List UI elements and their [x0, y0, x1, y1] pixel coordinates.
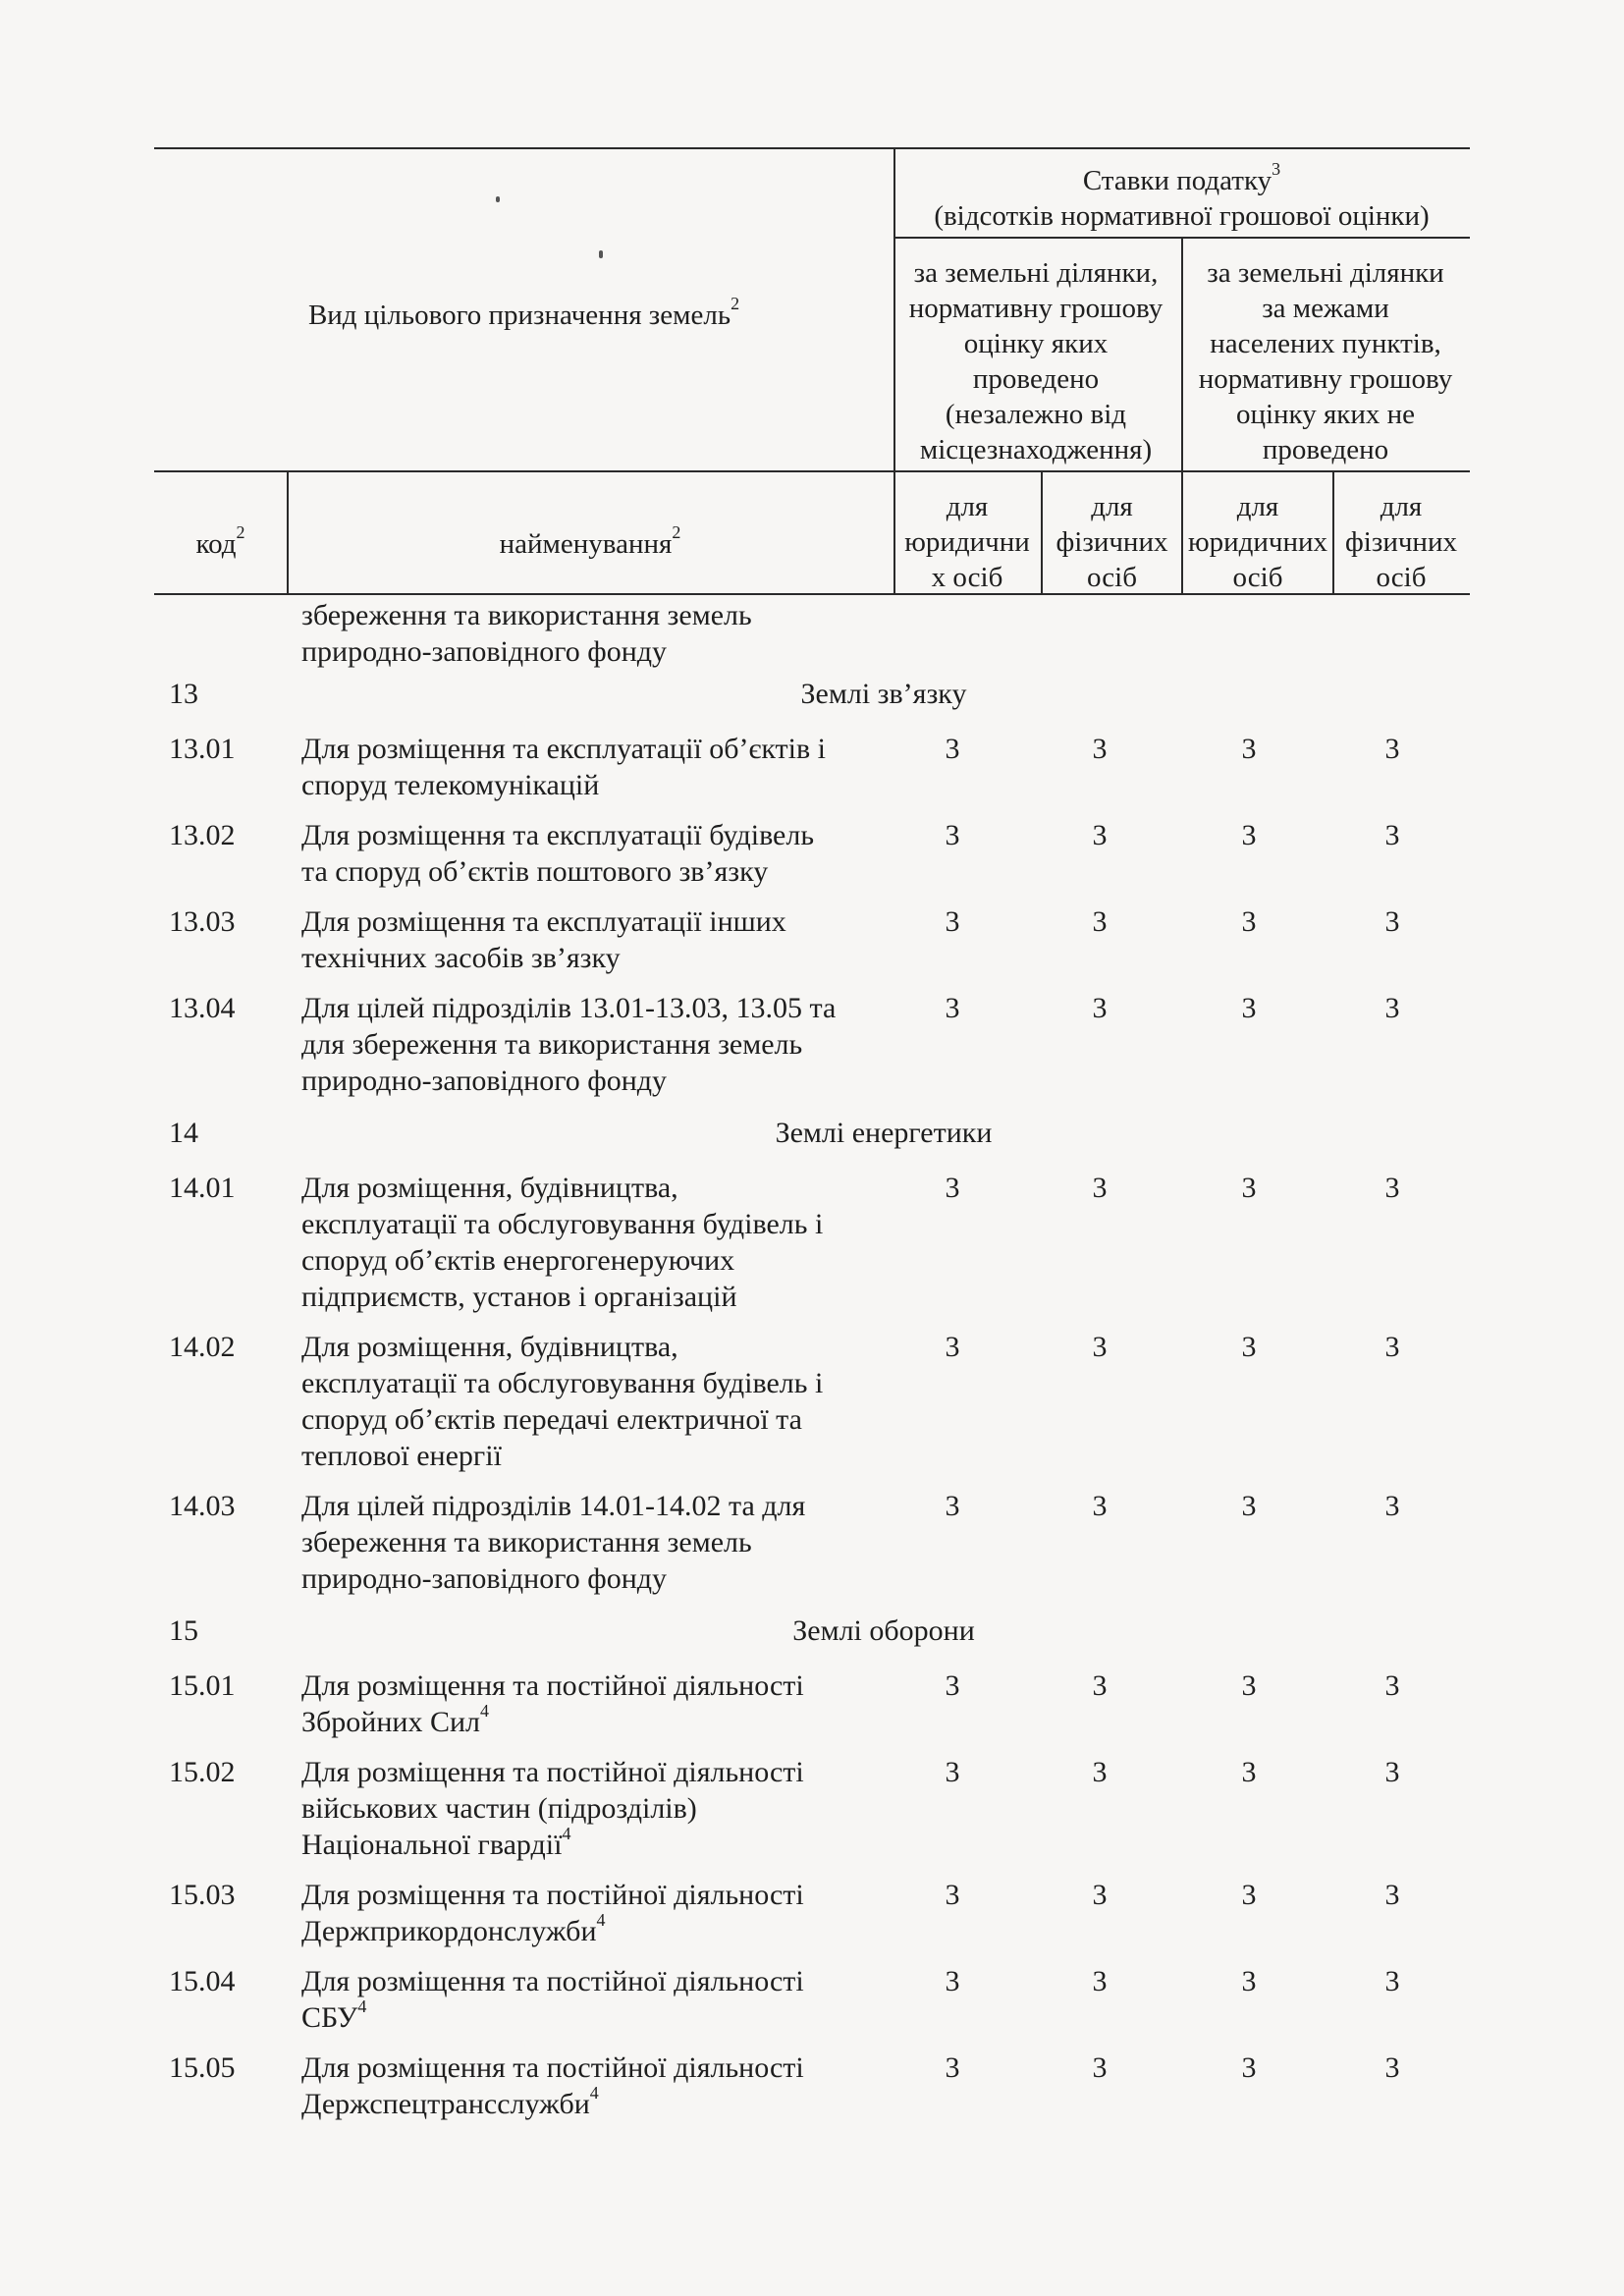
rate-value: 3 [945, 819, 960, 851]
rate-value: 3 [945, 1756, 960, 1788]
sub-natural-a-line: фізичних [1056, 526, 1168, 558]
sub-legal-a [890, 489, 1045, 595]
sub-legal-b-line: для [1236, 491, 1279, 522]
rates-label: Ставки податку [1082, 165, 1272, 196]
rate-value: 3 [1241, 992, 1257, 1024]
row-name-text: Для розміщення, будівництва, [301, 1331, 678, 1363]
row-name [301, 1170, 910, 1315]
row-name-text: для збереження та використання земель [301, 1028, 803, 1061]
row-name-text: Для розміщення та експлуатації об’єктів і [301, 733, 826, 765]
sub-legal-b-line: юридичних [1187, 526, 1328, 558]
col-b-header-line: за земельні ділянки [1207, 257, 1444, 289]
rate-value: 3 [945, 1490, 960, 1522]
col-a-header-line: за земельні ділянки, [913, 257, 1159, 289]
vyd-header [154, 294, 893, 333]
rate-value: 3 [1092, 1669, 1108, 1702]
col-b-header-line: населених пунктів, [1210, 328, 1441, 359]
row-name-line [301, 817, 910, 853]
footnote-sup: 4 [357, 1996, 367, 2016]
row-code: 14.02 [169, 1331, 236, 1363]
header-mid-rule [154, 470, 1470, 472]
rates-sup: 3 [1272, 159, 1281, 180]
row-code: 15.02 [169, 1756, 236, 1788]
rate-value: 3 [1241, 733, 1257, 765]
row-name-text: споруд об’єктів передачі електричної та [301, 1403, 802, 1436]
sub-legal-a-line: х осіб [931, 562, 1003, 593]
row-name-line [301, 1365, 910, 1401]
group-title: Землі енергетики [775, 1117, 993, 1149]
scan-speck [599, 250, 603, 258]
row-name-line [301, 1790, 910, 1827]
rate-value: 3 [1384, 2051, 1400, 2084]
sub-natural-b [1332, 489, 1470, 595]
row-name [301, 1488, 910, 1597]
sub-natural-a-line: осіб [1087, 562, 1137, 593]
col-a-header-line: оцінку яких [963, 328, 1109, 359]
name-header [287, 522, 893, 562]
rate-value: 3 [1241, 1965, 1257, 1997]
col-a-header-line: місцезнаходження) [919, 434, 1153, 465]
row-name [301, 2050, 910, 2122]
continuation-text [301, 597, 910, 670]
row-name-text: Для розміщення та експлуатації будівель [301, 819, 815, 851]
rate-value: 3 [945, 1669, 960, 1702]
row-name-text: Для розміщення та постійної діяльності [301, 2051, 804, 2084]
rate-value: 3 [945, 1172, 960, 1204]
group-code: 15 [169, 1614, 198, 1647]
sub-legal-b-line: осіб [1232, 562, 1283, 593]
group-code: 13 [169, 678, 198, 710]
row-name-line [301, 2050, 910, 2086]
row-name [301, 903, 910, 976]
row-name-line [301, 1996, 910, 2036]
row-name-text: споруд об’єктів енергогенеруючих [301, 1244, 735, 1277]
rate-value: 3 [1384, 733, 1400, 765]
sub-natural-a [1041, 489, 1183, 595]
row-name-line [301, 1170, 910, 1206]
row-name-line [301, 1754, 910, 1790]
rate-value: 3 [1384, 1756, 1400, 1788]
row-name-line [301, 1524, 910, 1560]
row-name-line [301, 1242, 910, 1279]
sub-legal-b [1181, 489, 1334, 595]
row-name-line [301, 1824, 910, 1863]
row-name-text: природно-заповідного фонду [301, 1065, 668, 1097]
rate-value: 3 [1092, 1965, 1108, 1997]
code-header [154, 522, 287, 562]
row-name [301, 817, 910, 890]
rate-value: 3 [945, 905, 960, 938]
row-code: 13.01 [169, 733, 236, 765]
rate-value: 3 [1384, 1490, 1400, 1522]
rate-value: 3 [1092, 1331, 1108, 1363]
rate-value: 3 [1384, 1879, 1400, 1911]
rate-value: 3 [1092, 1172, 1108, 1204]
row-name-line [301, 1401, 910, 1438]
col-a-header [889, 255, 1183, 467]
footnote-sup: 4 [596, 1910, 606, 1930]
row-name-line [301, 767, 910, 803]
rate-value: 3 [1241, 1490, 1257, 1522]
rate-value: 3 [945, 992, 960, 1024]
row-name-line [301, 1063, 910, 1099]
rate-value: 3 [945, 2051, 960, 2084]
col-a-header-line: (незалежно від [945, 399, 1127, 430]
row-name-text: Для розміщення, будівництва, [301, 1172, 678, 1204]
row-name-line [301, 1910, 910, 1949]
row-name-line [301, 1877, 910, 1913]
row-name-line [301, 1329, 910, 1365]
row-code: 15.04 [169, 1965, 236, 1997]
rate-value: 3 [1384, 1965, 1400, 1997]
rate-value: 3 [1384, 1331, 1400, 1363]
row-name-line [301, 990, 910, 1026]
rates-subtitle: (відсотків нормативної грошової оцінки) [934, 200, 1430, 232]
row-name-text: Держприкордонслужби [301, 1915, 597, 1947]
vyd-sup: 2 [731, 294, 740, 314]
row-name-text: експлуатації та обслуговування будівель і [301, 1208, 824, 1240]
row-name-line [301, 903, 910, 940]
row-name-line [301, 940, 910, 976]
row-name-text: Для розміщення та постійної діяльності [301, 1879, 804, 1911]
rate-value: 3 [1092, 992, 1108, 1024]
row-name [301, 990, 910, 1099]
row-name-text: Національної гвардії [301, 1829, 563, 1861]
row-name-text: військових частин (підрозділів) [301, 1792, 697, 1825]
row-name [301, 1877, 910, 1949]
row-name-line [301, 2083, 910, 2122]
row-name-text: Для розміщення та постійної діяльності [301, 1669, 804, 1702]
row-name-text: технічних засобів зв’язку [301, 942, 621, 974]
row-code: 13.02 [169, 819, 236, 851]
row-name-text: Для цілей підрозділів 14.01-14.02 та для [301, 1490, 806, 1522]
col-b-header-line: нормативну грошову [1198, 363, 1453, 395]
col-a-header-line: нормативну грошову [908, 293, 1164, 324]
rate-value: 3 [1241, 2051, 1257, 2084]
col-b-header [1178, 255, 1473, 467]
row-code: 15.03 [169, 1879, 236, 1911]
rate-value: 3 [1241, 1172, 1257, 1204]
row-name-text: Для цілей підрозділів 13.01-13.03, 13.05 та [301, 992, 837, 1024]
row-name-line [301, 1279, 910, 1315]
rate-value: 3 [1384, 1669, 1400, 1702]
sub-natural-b-line: осіб [1376, 562, 1427, 593]
rate-value: 3 [945, 1331, 960, 1363]
rate-value: 3 [1092, 1879, 1108, 1911]
row-name-line [301, 853, 910, 890]
row-name-line [301, 1488, 910, 1524]
rate-value: 3 [1241, 1756, 1257, 1788]
row-name-text: Держспецтрансслужби [301, 2088, 590, 2120]
rate-value: 3 [1241, 1669, 1257, 1702]
header-top-rule [154, 147, 1470, 149]
rate-value: 3 [945, 1879, 960, 1911]
row-name-text: збереження та використання земель [301, 1526, 752, 1558]
row-name [301, 1754, 910, 1863]
rate-value: 3 [1092, 1490, 1108, 1522]
row-name-line [301, 731, 910, 767]
row-name-line [301, 1206, 910, 1242]
code-sup: 2 [236, 522, 245, 543]
rate-value: 3 [1092, 1756, 1108, 1788]
row-name-line [301, 1560, 910, 1597]
rate-value: 3 [1241, 905, 1257, 938]
footnote-sup: 4 [480, 1701, 489, 1721]
col-a-header-line: проведено [972, 363, 1100, 395]
row-name-text: Для розміщення та постійної діяльності [301, 1965, 804, 1997]
row-name-text: експлуатації та обслуговування будівель і [301, 1367, 824, 1399]
sub-legal-a-line: для [946, 491, 989, 522]
name-sup: 2 [672, 522, 681, 543]
rate-value: 3 [945, 733, 960, 765]
rate-value: 3 [1092, 2051, 1108, 2084]
row-name [301, 1329, 910, 1474]
col-b-header-line: за межами [1262, 293, 1389, 324]
sub-natural-b-line: фізичних [1345, 526, 1457, 558]
row-name-text: та споруд об’єктів поштового зв’язку [301, 855, 769, 888]
row-name-text: підприємств, установ і організацій [301, 1281, 737, 1313]
name-label: найменування [499, 528, 673, 560]
row-name-line [301, 1701, 910, 1740]
group-code: 14 [169, 1117, 198, 1149]
rate-value: 3 [1092, 819, 1108, 851]
col-b-header-line: проведено [1262, 434, 1389, 465]
sub-legal-a-line: юридични [904, 526, 1030, 558]
col-b-header-line: оцінку яких не [1235, 399, 1416, 430]
rate-value: 3 [1384, 1172, 1400, 1204]
row-code: 13.03 [169, 905, 236, 938]
code-label: код [195, 528, 237, 560]
row-code: 15.01 [169, 1669, 236, 1702]
row-name-text: СБУ [301, 2001, 358, 2034]
rate-value: 3 [1384, 819, 1400, 851]
row-code: 14.01 [169, 1172, 236, 1204]
row-name-text: природно-заповідного фонду [301, 1562, 668, 1595]
row-name-line [301, 1667, 910, 1704]
row-name-text: теплової енергії [301, 1440, 502, 1472]
row-name-line [301, 1438, 910, 1474]
row-code: 13.04 [169, 992, 236, 1024]
row-name [301, 731, 910, 803]
footnote-sup: 4 [589, 2083, 599, 2103]
rate-value: 3 [945, 1965, 960, 1997]
rate-value: 3 [1241, 819, 1257, 851]
row-name-line [301, 1963, 910, 1999]
rate-value: 3 [1241, 1331, 1257, 1363]
scan-speck [496, 196, 500, 202]
footnote-sup: 4 [562, 1824, 571, 1843]
continuation-line: збереження та використання земель [301, 599, 752, 631]
row-name-line [301, 1026, 910, 1063]
sub-natural-b-line: для [1380, 491, 1423, 522]
rate-value: 3 [1384, 905, 1400, 938]
rates-header [893, 159, 1470, 234]
row-code: 15.05 [169, 2051, 236, 2084]
row-name [301, 1963, 910, 2036]
rate-value: 3 [1092, 905, 1108, 938]
row-name-text: споруд телекомунікацій [301, 769, 600, 801]
group-title: Землі оборони [792, 1614, 975, 1647]
row-name [301, 1667, 910, 1740]
continuation-line: природно-заповідного фонду [301, 635, 668, 668]
sub-natural-a-line: для [1091, 491, 1133, 522]
row-code: 14.03 [169, 1490, 236, 1522]
vyd-label: Вид цільового призначення земель [307, 300, 731, 331]
rate-value: 3 [1384, 992, 1400, 1024]
row-name-text: Збройних Сил [301, 1706, 480, 1738]
group-title: Землі зв’язку [800, 678, 967, 710]
row-name-text: Для розміщення та експлуатації інших [301, 905, 786, 938]
rate-value: 3 [1092, 733, 1108, 765]
rate-value: 3 [1241, 1879, 1257, 1911]
row-name-text: Для розміщення та постійної діяльності [301, 1756, 804, 1788]
